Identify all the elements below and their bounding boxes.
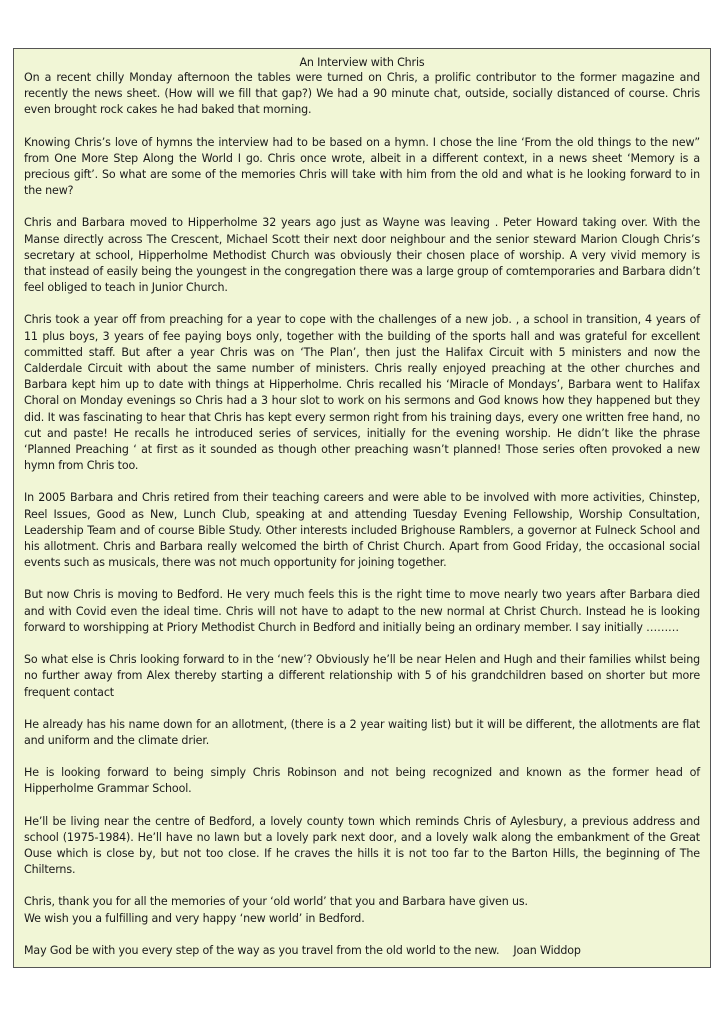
thanks-line: Chris, thank you for all the memories of your ‘old world’ that you and Barbara have given us. <box>24 895 528 909</box>
paragraph-retirement: In 2005 Barbara and Chris retired from their teaching careers and were able to be involved with more activities, Chinstep, Reel Issues, Good as New, Lunch Club, speaking at and attending Tuesday Evening Fellowship, Worship Consultation, Leadership Team and of course Bible Study. Other interests included Brighouse Ramblers, a governor at Fulneck School and his allotment. Chris and Barbara really welcomed the birth of Christ Church. Apart from Good Friday, the occasional social events such as musicals, there was not much opportunity for joining together. <box>24 491 700 570</box>
paragraph-intro: On a recent chilly Monday afternoon the tables were turned on Chris, a prolific contributor to the former magazine and recently the news sheet. (How will we fill that gap?) We had a 90 minute chat, outside, socially distanced of course. Chris even brought rock cakes he had baked that morning. <box>24 71 700 117</box>
paragraph-family: So what else is Chris looking forward to in the ‘new’? Obviously he’ll be near Helen and Hugh and their families whilst being no further away from Alex thereby starting a different relationship with 5 of his grandchildren based on shorter but more frequent contact <box>24 653 700 699</box>
paragraph-recognition: He is looking forward to being simply Chris Robinson and not being recognized and known as the former head of Hipperholme Grammar School. <box>24 766 700 796</box>
article-panel <box>13 48 711 968</box>
closing-line <box>24 943 700 959</box>
paragraph-allotment: He already has his name down for an allotment, (there is a 2 year waiting list) but it will be different, the allotments are flat and uniform and the climate drier. <box>24 717 700 747</box>
paragraph-preaching: Chris took a year off from preaching for a year to cope with the challenges of a new job. , a school in transition, 4 years of 11 plus boys, 3 years of fee paying boys only, together with the building of the sports hall and was grateful for excellent committed staff. But after a year Chris was on ‘The Plan’, then just the Halifax Circuit with 5 ministers and now the Calderdale Circuit with about the same number of ministers. Chris really enjoyed preaching at the other churches and Barbara kept him up to date with things at Hipperholme. Chris recalled his ‘Miracle of Mondays’, Barbara went to Halifax Choral on Monday evenings so Chris had a 3 hour slot to work on his sermons and God knows how they happened but they did. It was fascinating to hear that Chris has kept every sermon right from his training days, every one written free hand, no cut and paste! He recalls he introduced series of services, initially for the evening worship. He didn’t like the phrase ‘Planned Preaching ‘ at first as it sounded as though other preaching wasn’t planned! Those series often provoked a new hymn from Chris too. <box>24 313 700 473</box>
paragraph-bedford-move: But now Chris is moving to Bedford. He very much feels this is the right time to move nearly two years after Barbara died and with Covid even the ideal time. Chris will not have to adapt to the new normal at Christ Church. Instead he is looking forward to worshipping at Priory Methodist Church in Bedford and initially being an ordinary member. I say initially ……… <box>24 588 700 634</box>
closing-text: May God be with you every step of the way as you travel from the old world to the new. <box>24 943 500 957</box>
paragraph-hymn: Knowing Chris’s love of hymns the interview had to be based on a hymn. I chose the line ‘From the old things to the new” from One More Step Along the World I go. Chris once wrote, albeit in a different context, in a news sheet ‘Memory is a precious gift’. So what are some of the memories Chris will take with him from the old and what is he looking forward to in the new? <box>24 135 700 198</box>
paragraph-bedford-town: He’ll be living near the centre of Bedford, a lovely county town which reminds Chris of Aylesbury, a previous address and school (1975-1984). He’ll have no lawn but a lovely park next door, and a lovely walk along the embankment of the Great Ouse which is close by, but not too close. If he craves the hills it is not too far to the Barton Hills, the beginning of The Chilterns. <box>24 814 700 877</box>
article-title: An Interview with Chris <box>299 56 425 69</box>
paragraph-hipperholme: Chris and Barbara moved to Hipperholme 32 years ago just as Wayne was leaving . Peter Howard taking over. With the Manse directly across The Crescent, Michael Scott their next door neighbour and the senior steward Marion Clough Chris’s secretary at school, Hipperholme Methodist Church was obviously their chosen place of worship. A very vivid memory is that instead of easily being the youngest in the congregation there was a large group of comtemporaries and Barbara didn’t feel obliged to teach in Junior Church. <box>24 216 700 295</box>
author-signature: Joan Widdop <box>513 943 581 957</box>
wishes-line: We wish you a fulfilling and very happy ‘new world’ in Bedford. <box>24 911 365 925</box>
